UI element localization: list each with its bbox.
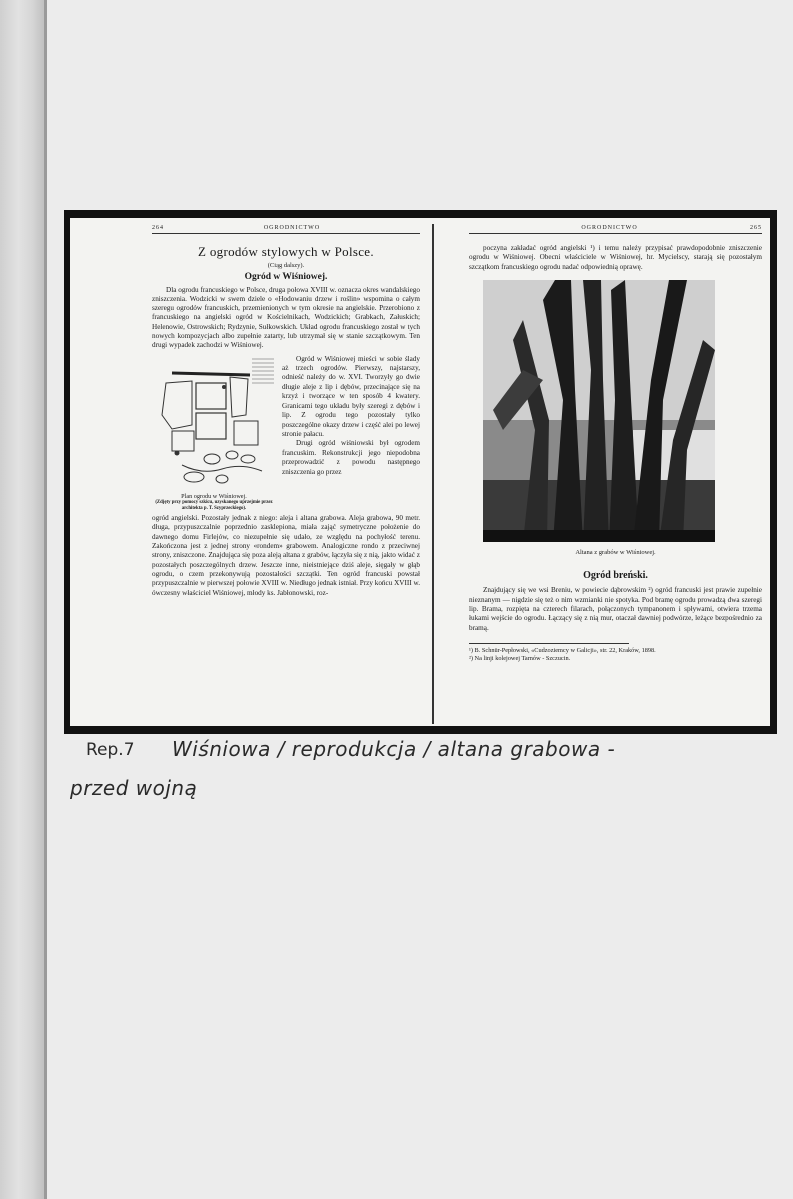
- hornbeam-arbour-photo: [483, 280, 715, 542]
- paragraph: ogród angielski. Pozostały jednak z niego: aleja i altana grabowa. Aleja grabowa, 90 metr. długa, przypuszczalnie poprzednio zasklepiona, miała zająć symetryczne położenie do dawnego domu Firlejów, co niezupełnie się udało, ze względu na pochyłość terenu. Zakończona jest z jednej strony «rondem» grabowem. Analogiczne rondo z przeciwnej strony, zniszczone. Znajdująca się poza aleją altana z grabów, łączyła się z nią, jakto widać z pozostałych poszczególnych drzew. Jeszcze inne, nieistniejące dziś aleje, sięgały w głąb ogrodu, o czem przekonywują pozostałości szczątki. Ten ogród francuski powstał przypuszczalnie w pierwszej połowie XVIII w. Niedługo jednak istniał. Przy końcu XVIII w. ówczesny właściciel Wiśniowej, młody ks. Jabłonowski, roz-: [152, 514, 420, 597]
- right-running-title: OGRODNICTWO: [581, 225, 638, 231]
- section-heading-brenski: Ogród breński.: [583, 570, 648, 582]
- reproduction-label: Rep.7: [86, 740, 135, 760]
- garden-plan-drawing: [152, 355, 276, 493]
- figure-caption: Plan ogrodu w Wiśniowej.: [181, 492, 247, 500]
- garden-plan-figure: [152, 355, 276, 513]
- handwritten-note-line1: Wiśniowa / reprodukcja / altana grabowa -: [172, 737, 616, 761]
- photo-caption: Altana z grabów w Wiśniowej.: [575, 548, 656, 556]
- right-page: [469, 224, 762, 724]
- figure-side-text: [282, 355, 420, 513]
- paragraph: poczyna zakładać ogród angielski ¹) i temu należy przypisać prawdopodobnie zniszczenie ogrodu w Wiśniowej. Obecni właściciele w Wiśniowej, hr. Mycielscy, starają się pozostałym szczątkom francuskiego ogrodu nadać odpowiednią oprawę.: [469, 244, 762, 271]
- left-running-title: OGRODNICTWO: [263, 225, 321, 231]
- paragraph: Drugi ogród wiśniowski był ogrodem francuskim. Rekonstrukcji jego niepodobna przeprowadzić z powodu następnego zniszczenia go przez: [282, 439, 420, 476]
- paragraph: Dla ogrodu francuskiego w Polsce, druga połowa XVIII w. oznacza okres wandalskiego zniszczenia. Wodzicki w swem dziele o «Hodowaniu drzew i roślin» wspomina o całym szeregu ogrodów francuskich, przemienionych w tym okresie na angielskie. Przerobiono z francuskiego na angielski ogród w Kościelnikach, Wodzickich; Grabkach, Załuskich; Helenowie, Ostrowskich; Rydzynie, Sułkowskich. Układ ogrodu francuskiego został w tych nowych kompozycjach albo zupełnie zatarty, lub utrzymał się w stanie szczątkowym. Ten drugi wypadek zachodzi w Wiśniowej.: [152, 285, 420, 350]
- right-page-number: 265: [749, 225, 762, 231]
- left-page-number: 264: [152, 225, 164, 231]
- figure-row: [152, 355, 420, 513]
- left-page: [152, 224, 420, 724]
- footnote: ²) Na linji kolejowej Tarnów - Szczucin.: [469, 655, 571, 663]
- right-running-head: [469, 224, 762, 234]
- footnotes: [469, 643, 656, 664]
- book-binding: [0, 0, 46, 1199]
- article-title: Z ogrodów stylowych w Polsce.: [198, 244, 374, 259]
- tree-photo-drawing: [483, 280, 715, 542]
- footnote: ¹) B. Schnür-Pepłowski, «Cudzoziemcy w Galicji», str. 22, Kraków, 1898.: [469, 646, 656, 654]
- left-running-head: [152, 224, 420, 234]
- page-gutter: [432, 224, 434, 724]
- article-subtitle: (Ciąg dalszy).: [267, 262, 305, 269]
- section-heading-wisniowa: Ogród w Wiśniowej.: [244, 272, 328, 283]
- figure-credit: (Zdjęty przy pomocy szkicu, uzyskanego uprzejmie przez architekta p. T. Szyprzeckiego).: [155, 500, 273, 512]
- handwritten-note-line2: przed wojną: [70, 776, 198, 800]
- paragraph: Znajdujący się we wsi Breniu, w powiecie dąbrowskim ²) ogród francuski jest prawie zupełnie nieznanym — nigdzie się też o nim wzmianki nie spotyka. Pod bramę ogrodu prowadzą dwa szeregi lip. Brama, rozpięta na czterech filarach, połączonych tympanonem i spływami, otwiera trzema łukami wejście do ogrodu. Łączący się z nią mur, otaczał dawniej podwórze, leżące bezpośrednio za bramą.: [469, 586, 762, 632]
- paragraph: Ogród w Wiśniowej mieści w sobie ślady aż trzech ogrodów. Pierwszy, najstarszy, odnieść należy do w. XVI. Tworzyły go dwie długie aleje z lip i dębów, przecinające się na krzyż i tworzące w ten sposób 4 kwatery. Granicami tego układu były szeregi z dębów i lip. Z ogrodu tego pozostały tylko poszczególne okazy drzew i część alei po lewej stronie pałacu.: [282, 354, 420, 438]
